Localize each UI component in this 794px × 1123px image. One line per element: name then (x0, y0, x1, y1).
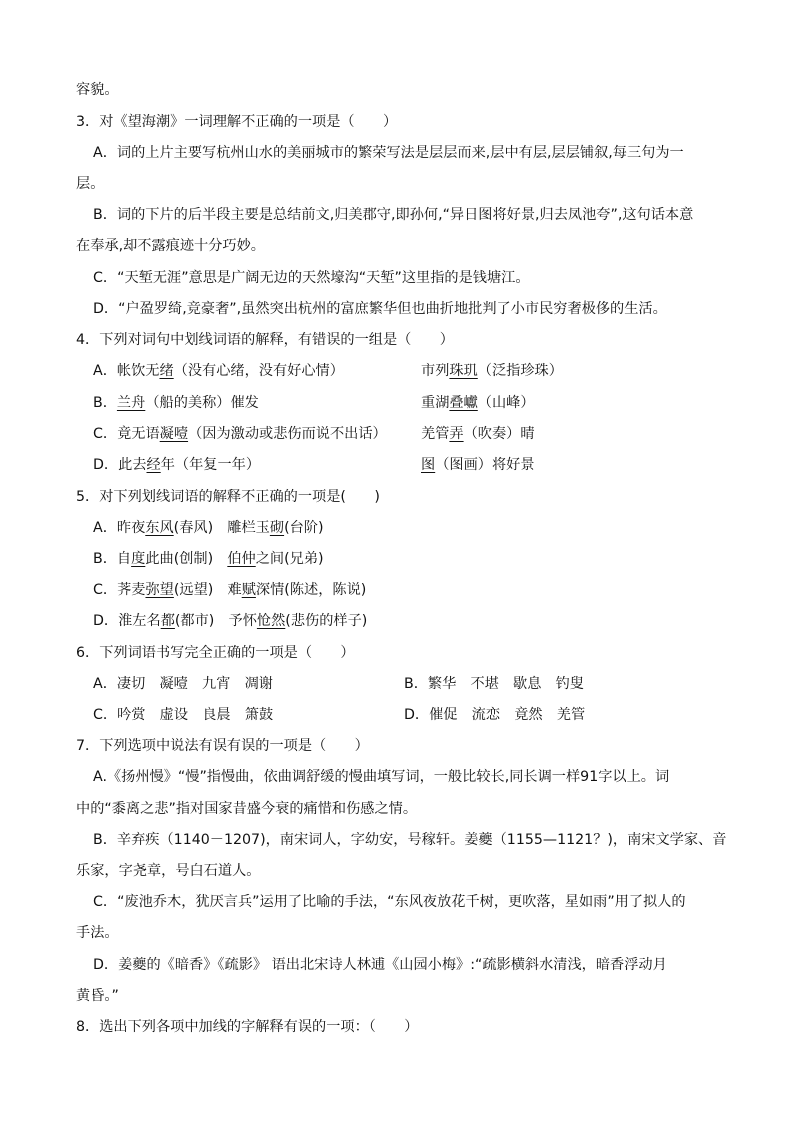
underlined-word: 砌 (269, 520, 285, 536)
underlined-word: 图 (421, 457, 436, 473)
underlined-word: 凝噎 (159, 426, 189, 442)
q3-option-c: C．“天堑无涯”意思是广阔无边的天然壕沟“天堑”这里指的是钱塘江。 (93, 270, 530, 286)
q4-option-d-second (421, 455, 535, 475)
text: B． (93, 395, 117, 411)
underlined-word: 兰舟 (116, 395, 146, 411)
text: 市列 (421, 363, 450, 379)
text: （没有心绪，没有好心情） (173, 363, 344, 379)
text-line: 在奉承,却不露痕迹十分巧妙。 (76, 238, 265, 254)
text: C．竟无语 (93, 426, 160, 442)
underlined-word: 度 (131, 551, 146, 567)
question-5: 5．对下列划线词语的解释不正确的一项是( ) (76, 489, 380, 505)
text: D．淮左名 (93, 613, 161, 629)
text: D．此去 (93, 457, 147, 473)
underlined-word: 绪 (159, 363, 174, 379)
text: 重湖 (421, 395, 450, 411)
q6-option-b: B．繁华 不堪 歇息 钓叟 (404, 676, 584, 692)
text: (春风) 雕栏玉 (173, 520, 270, 536)
text: B．自 (93, 551, 132, 567)
q7-option-d: D．姜夔的《暗香》《疏影》 语出北宋诗人林逋《山园小梅》:“疏影横斜水清浅，暗香浮动月 (93, 957, 667, 973)
text-line: 中的“黍离之悲”指对国家昔盛今衰的痛惜和伤感之情。 (76, 801, 418, 817)
text: C．荠麦 (93, 582, 146, 598)
q4-option-c (93, 424, 387, 444)
underlined-word: 经 (146, 457, 161, 473)
text: （图画）将好景 (435, 457, 535, 473)
text: 此曲(创制) (145, 551, 228, 567)
text-line: 手法。 (76, 925, 119, 941)
text: A．帐饮无 (93, 363, 160, 379)
q5-option-b (93, 549, 324, 569)
text-line: 乐家，字尧章，号白石道人。 (76, 863, 261, 879)
q3-option-d: D．“户盈罗绮,竞豪奢”,虽然突出杭州的富庶繁华但也曲折地批判了小市民穷奢极侈的生活。 (93, 301, 667, 317)
text: (都市) 予怀 (174, 613, 257, 629)
underlined-word: 珠玑 (449, 363, 478, 379)
text: 之间(兄弟) (255, 551, 324, 567)
q4-option-b-second (421, 393, 535, 413)
underlined-word: 东风 (145, 520, 174, 536)
text: （山峰） (477, 395, 535, 411)
text: 羌管 (421, 426, 450, 442)
q6-option-d: D．催促 流恋 竟然 羌管 (404, 707, 586, 723)
question-3: 3．对《望海潮》一词理解不正确的一项是（ ） (76, 114, 398, 130)
question-7: 7．下列选项中说法有误有误的一项是（ ） (76, 738, 369, 754)
q4-option-a-second (421, 361, 563, 381)
question-8: 8．选出下列各项中加线的字解释有误的一项：（ ） (76, 1019, 419, 1035)
q3-option-a: A．词的上片主要写杭州山水的美丽城市的繁荣写法是层层而来,层中有层,层层铺叙,每三句为一 (93, 145, 684, 161)
underlined-word: 伯仲 (227, 551, 256, 567)
text: （泛指珍珠） (477, 363, 563, 379)
q6-option-a: A．凄切 凝噎 九宵 凋谢 (93, 676, 273, 692)
underlined-word: 赋 (241, 582, 256, 598)
q3-option-b: B．词的下片的后半段主要是总结前文,归美郡守,即孙何,“异日图将好景,归去凤池夸”,这句话本意 (93, 207, 694, 223)
q6-option-c: C．吟赏 虚设 良晨 箫鼓 (93, 707, 274, 723)
text: 年（年复一年） (160, 457, 261, 473)
text: 深情(陈述，陈说) (255, 582, 367, 598)
text-line: 容貌。 (76, 82, 119, 98)
q5-option-c (93, 580, 366, 600)
text: (远望) 难 (173, 582, 242, 598)
text: (台阶) (284, 520, 324, 536)
underlined-word: 都 (160, 613, 175, 629)
underlined-word: 叠巘 (449, 395, 478, 411)
question-4: 4．下列对词句中划线词语的解释，有错误的一组是（ ） (76, 332, 454, 348)
q5-option-a (93, 518, 324, 538)
text: （因为激动或悲伤而说不出话） (188, 426, 387, 442)
text-line: 层。 (76, 176, 105, 192)
text-line: 黄昏。” (76, 988, 119, 1004)
text: A．昨夜 (93, 520, 146, 536)
q4-option-a (93, 361, 344, 381)
q4-option-c-second (421, 424, 535, 444)
underlined-word: 怆然 (256, 613, 286, 629)
text: (悲伤的样子) (285, 613, 368, 629)
text: （船的美称）催发 (145, 395, 259, 411)
underlined-word: 弄 (449, 426, 464, 442)
q4-option-d (93, 455, 260, 475)
q7-option-a: A.《扬州慢》“慢”指慢曲，依曲调舒缓的慢曲填写词，一般比较长,同长调一样91字以上。词 (93, 769, 670, 785)
text: （吹奏）晴 (463, 426, 535, 442)
q7-option-b: B．辛弃疾（1140－1207)，南宋词人，字幼安，号稼轩。姜夔（1155—1121？)，南宋文学家、音 (93, 832, 727, 848)
q7-option-c: C．“废池乔木，犹厌言兵”运用了比喻的手法，“东风夜放花千树，更吹落，星如雨”用了拟人的 (93, 894, 686, 910)
question-6: 6．下列词语书写完全正确的一项是（ ） (76, 645, 355, 661)
underlined-word: 弥望 (145, 582, 174, 598)
q5-option-d (93, 611, 367, 631)
q4-option-b (93, 393, 259, 413)
